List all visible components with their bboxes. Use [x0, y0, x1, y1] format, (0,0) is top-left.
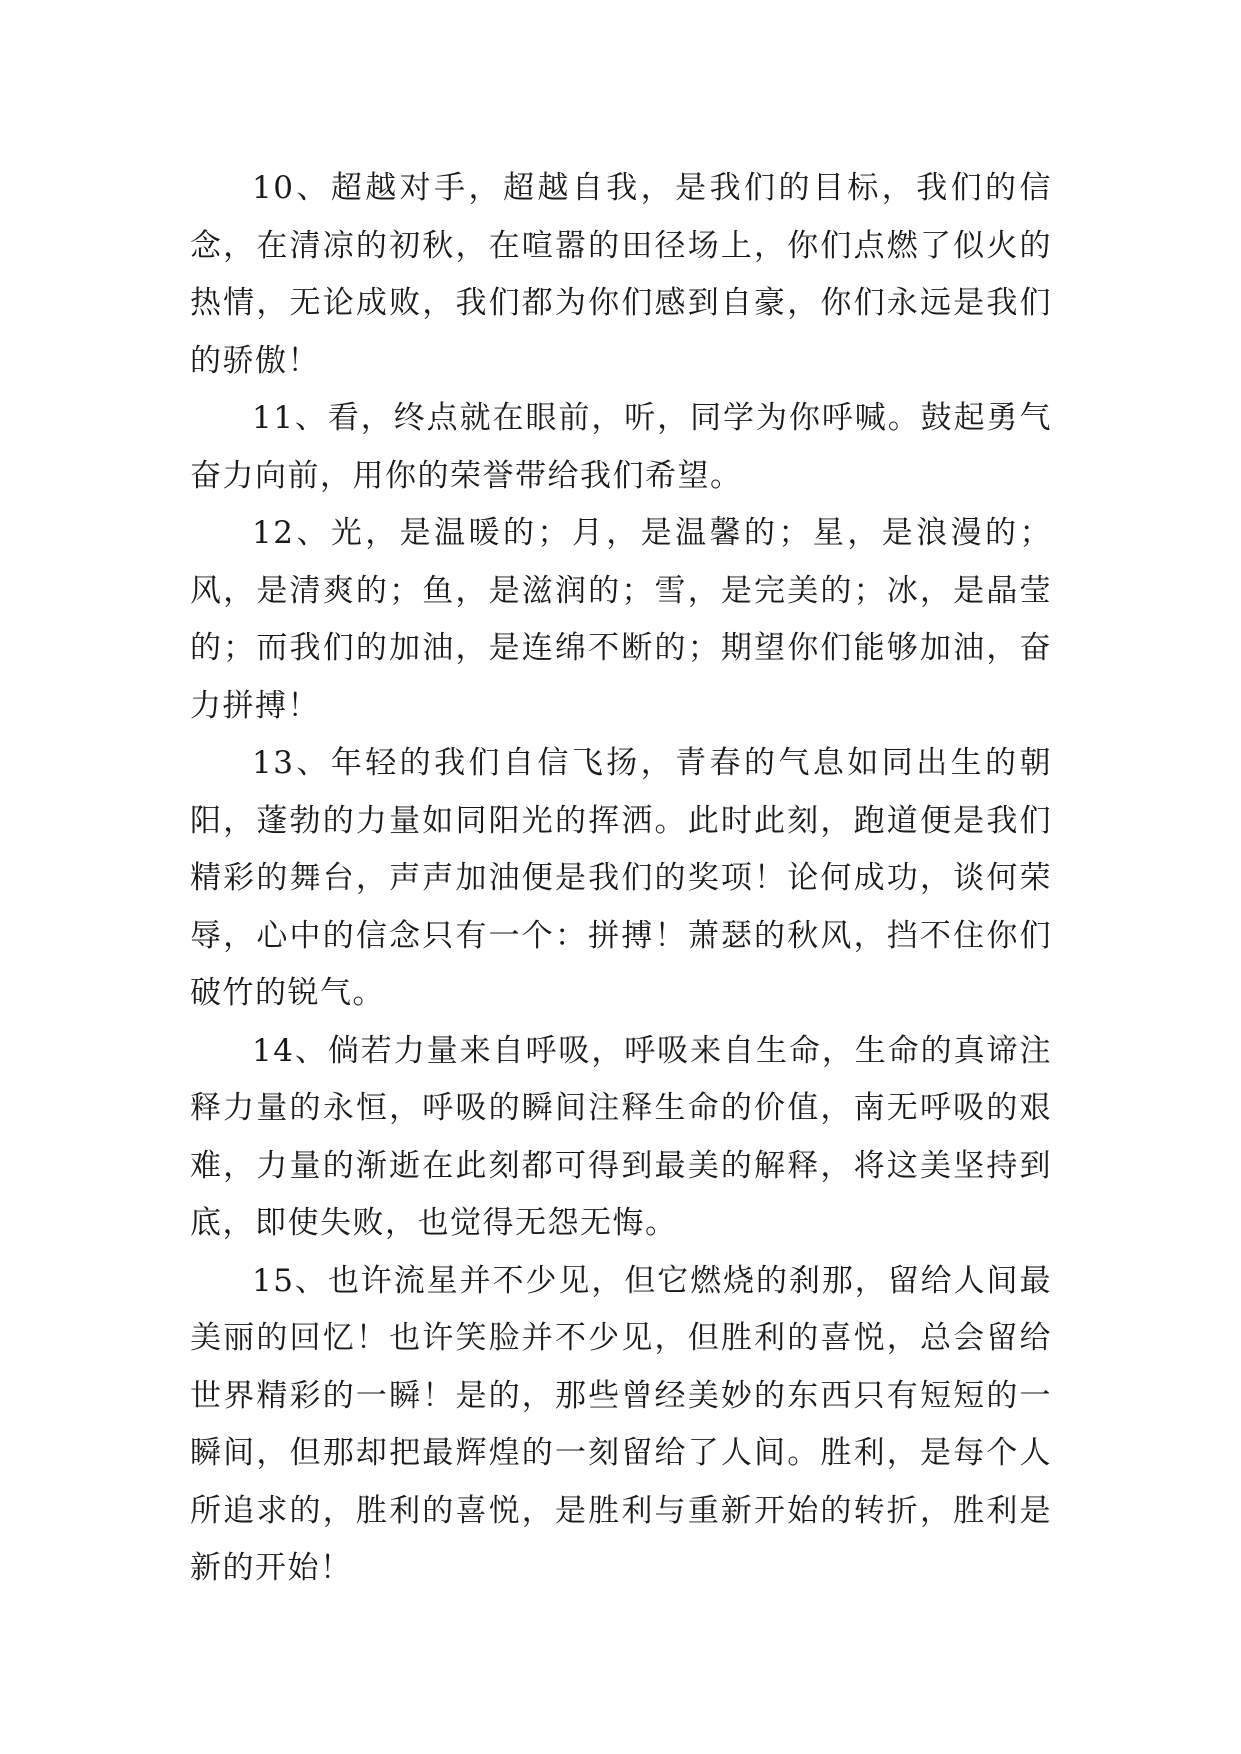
paragraph-15: 15、也许流星并不少见，但它燃烧的刹那，留给人间最美丽的回忆！也许笑脸并不少见，但胜利的喜悦，总会留给世界精彩的一瞬！是的，那些曾经美妙的东西只有短短的一瞬间，但那却把最辉煌的一刻留给了人间。胜利，是每个人所追求的，胜利的喜悦，是胜利与重新开始的转折，胜利是新的开始！: [190, 1262, 1052, 1586]
paragraph-13: 13、年轻的我们自信飞扬，青春的气息如同出生的朝阳，蓬勃的力量如同阳光的挥洒。此时此刻，跑道便是我们精彩的舞台，声声加油便是我们的奖项！论何成功，谈何荣辱，心中的信念只有一个：拼搏！萧瑟的秋风，挡不住你们破竹的锐气。: [190, 745, 1052, 1011]
paragraph-11: 11、看，终点就在眼前，听，同学为你呼喊。鼓起勇气奋力向前，用你的荣誉带给我们希望。: [190, 400, 1052, 494]
paragraph-12: 12、光，是温暖的；月，是温馨的；星，是浪漫的；风，是清爽的；鱼，是滋润的；雪，是完美的；冰，是晶莹的；而我们的加油，是连绵不断的；期望你们能够加油，奋力拼搏！: [190, 515, 1052, 724]
paragraph-14: 14、倘若力量来自呼吸，呼吸来自生命，生命的真谛注释力量的永恒，呼吸的瞬间注释生命的价值，南无呼吸的艰难，力量的渐逝在此刻都可得到最美的解释，将这美坚持到底，即使失败，也觉得无怨无悔。: [190, 1032, 1052, 1241]
document-body: [190, 160, 1052, 1598]
paragraph-10: 10、超越对手，超越自我，是我们的目标，我们的信念，在清凉的初秋，在喧嚣的田径场上，你们点燃了似火的热情，无论成败，我们都为你们感到自豪，你们永远是我们的骄傲！: [190, 170, 1052, 379]
